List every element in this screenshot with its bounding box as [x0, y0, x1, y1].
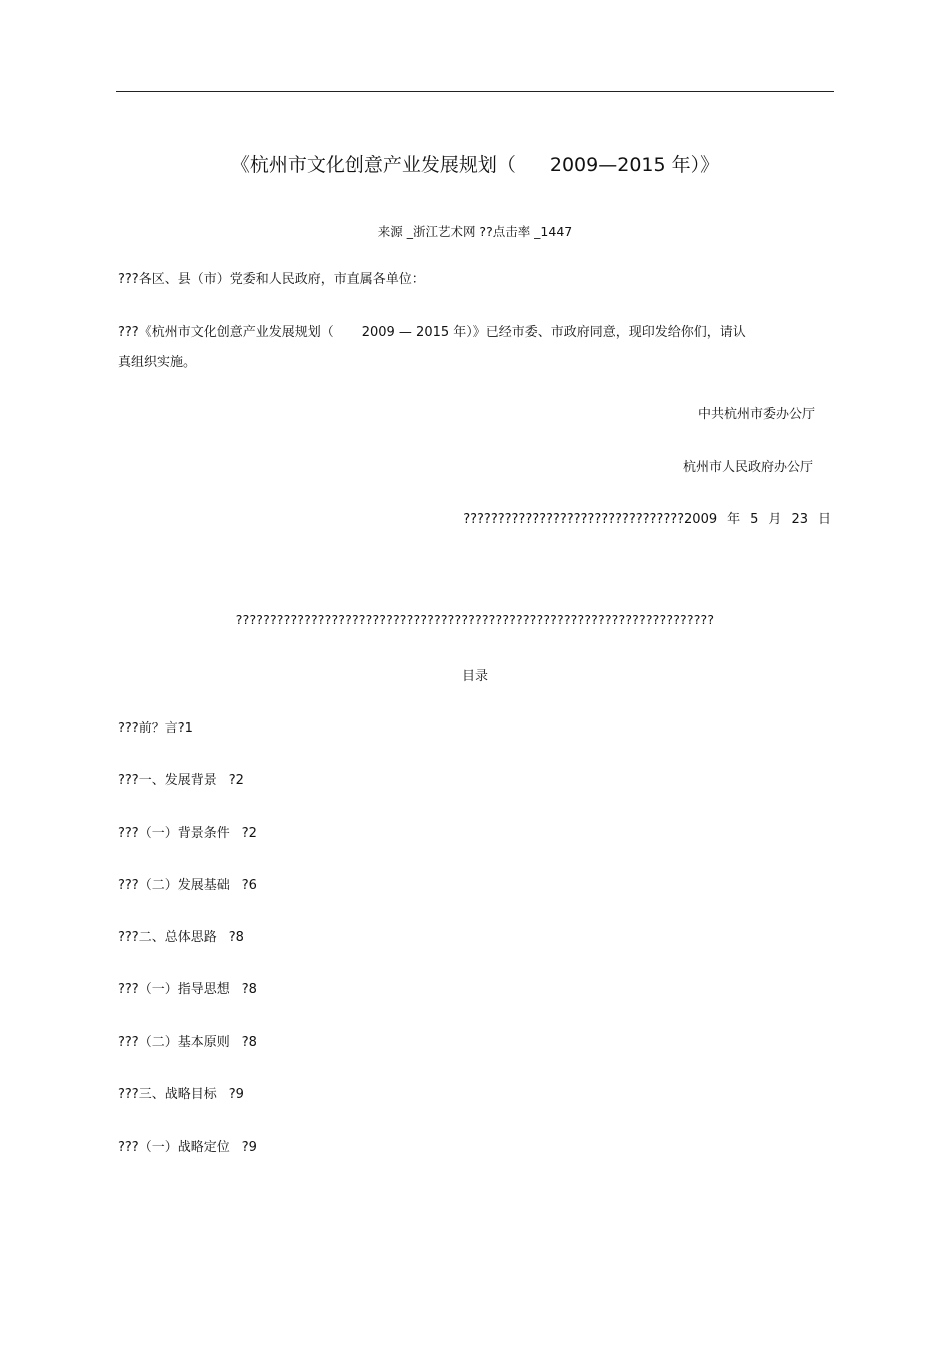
paragraph-1-line-1 [118, 321, 746, 340]
toc-item-page: ?6 [241, 878, 257, 893]
source-line: 来源 _浙江艺术网 ??点击率 _1447 [377, 224, 573, 239]
signature-date [463, 508, 831, 527]
toc-item-label: ???（一）背景条件 [118, 826, 230, 841]
paragraph-1-part-b: 2009 — 2015 年）》已经市委、市政府同意，现印发给你们，请认 [361, 325, 746, 340]
toc-item-label: ???（一）指导思想 [118, 982, 230, 997]
toc-item-label: ???（二）发展基础 [118, 878, 230, 893]
toc-item [118, 874, 257, 893]
date-day: 23 [791, 512, 808, 527]
toc-item [118, 978, 257, 997]
toc-item [118, 717, 193, 736]
signature-org-2: 杭州市人民政府办公厅 [682, 460, 813, 475]
toc-item-page: ?9 [228, 1087, 244, 1102]
title-part1: 《杭州市文化创意产业发展规划（ [230, 154, 516, 176]
date-day-char: 日 [817, 512, 831, 527]
toc-item-page: ?8 [241, 982, 257, 997]
paragraph-1-line-2: 真组织实施。 [118, 355, 197, 370]
toc-heading: 目录 [461, 669, 488, 684]
separator-line: ?????????????????????????????????????????????????????????????????????? [235, 612, 715, 627]
toc-item [118, 1031, 257, 1050]
date-prefix: ????????????????????????????????2009 [463, 512, 718, 527]
date-year-char: 年 [727, 512, 741, 527]
toc-item-label: ???一、发展背景 [118, 773, 217, 788]
toc-item [118, 1136, 257, 1155]
toc-item-label: ???三、战略目标 [118, 1087, 217, 1102]
toc-item-page: ?8 [228, 930, 244, 945]
toc-item-label: ???二、总体思路 [118, 930, 217, 945]
toc-item-label: ???前？言 [118, 721, 178, 736]
toc-item-label: ???（一）战略定位 [118, 1140, 230, 1155]
toc-item [118, 926, 244, 945]
toc-item-page: ?2 [228, 773, 244, 788]
date-month-char: 月 [768, 512, 782, 527]
header-rule [116, 91, 834, 92]
toc-item-page: ?2 [241, 826, 257, 841]
toc-item-page: ?9 [241, 1140, 257, 1155]
title-part2: 2009—2015 年）》 [549, 154, 720, 176]
salutation: ???各区、县（市）党委和人民政府，市直属各单位： [118, 272, 425, 287]
date-month: 5 [750, 512, 759, 527]
toc-item-page: ?1 [177, 721, 193, 736]
toc-item [118, 822, 257, 841]
document-title [0, 150, 950, 177]
paragraph-1-part-a: ???《杭州市文化创意产业发展规划（ [118, 325, 334, 340]
toc-item-page: ?8 [241, 1035, 257, 1050]
signature-org-1: 中共杭州市委办公厅 [697, 407, 815, 422]
toc-item [118, 769, 244, 788]
toc-item [118, 1083, 244, 1102]
toc-item-label: ???（二）基本原则 [118, 1035, 230, 1050]
